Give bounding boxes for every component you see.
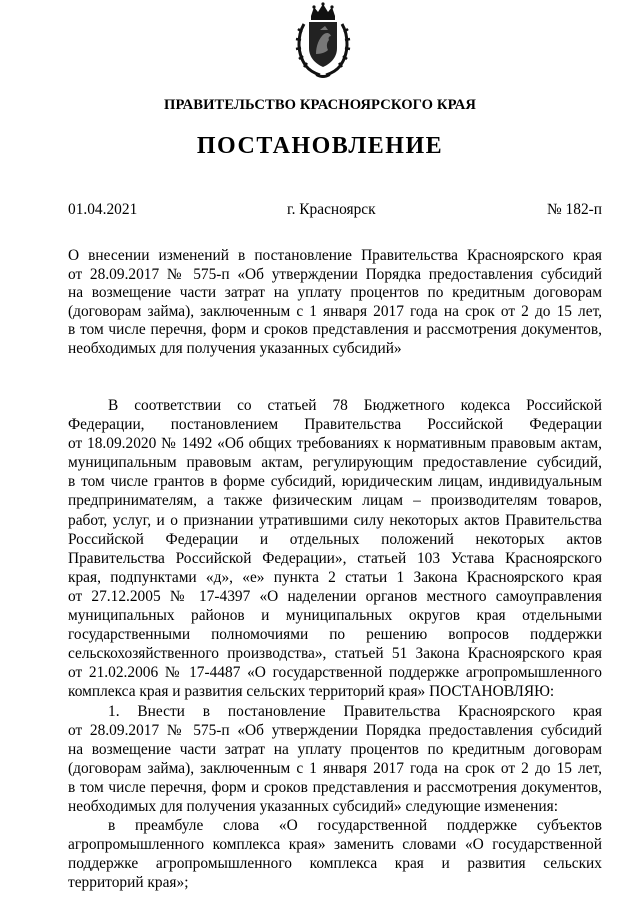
body-line: на возмещение части затрат на уплату процентов по кредитным договорам <box>68 740 602 758</box>
subject-line: на возмещение части затрат на уплату процентов по кредитным договорам <box>68 284 602 302</box>
body-line: муниципальных районов и муниципальных округов края отдельными <box>68 607 602 625</box>
body-line: от 27.12.2005 № 17-4397 «О наделении органов местного самоуправления <box>68 587 602 605</box>
subject-line: необходимых для получения указанных субсидий» <box>68 339 402 357</box>
body-line: Правительства Российской Федерации», статьей 103 Устава Красноярского <box>68 549 602 567</box>
document-type-title: ПОСТАНОВЛЕНИЕ <box>196 133 444 159</box>
document-number: № 182-п <box>547 201 602 218</box>
body-line: поддержке агропромышленного комплекса края и развития сельских <box>68 855 602 873</box>
body-line: муниципальным правовым актам, регулирующим предоставление субсидий, <box>68 454 602 472</box>
body-line: государственными полномочиями по решению вопросов поддержки <box>68 626 602 644</box>
government-title: ПРАВИТЕЛЬСТВО КРАСНОЯРСКОГО КРАЯ <box>164 97 476 113</box>
body-line: агропромышленного комплекса края» заменить словами «О государственной <box>68 836 602 854</box>
body-line: необходимых для получения указанных субсидий» следующие изменения: <box>68 797 558 815</box>
body-line: предпринимателям, а также физическим лицам – производителям товаров, <box>68 492 602 510</box>
document-city: г. Красноярск <box>287 201 376 218</box>
body-line: в том числе грантов в форме субсидий, юридическим лицам, индивидуальным <box>68 473 602 491</box>
subject-line: в том числе перечня, форм и сроков представления и рассмотрения документов, <box>68 321 602 339</box>
body-line: Российской Федерации и отдельных положений некоторых актов <box>68 530 602 548</box>
document-meta-row <box>68 201 602 221</box>
body-line: работ, услуг, и о признании утратившими силу некоторых актов Правительства <box>68 511 602 529</box>
body-line: края, подпунктами «д», «е» пункта 2 статьи 1 Закона Красноярского края <box>68 568 602 586</box>
body-line: Федерации, постановлением Правительства Российской Федерации <box>68 416 602 434</box>
subject-line: от 28.09.2017 № 575-п «Об утверждении Порядка предоставления субсидий <box>68 265 602 283</box>
body-line: от 28.09.2017 № 575-п «Об утверждении Порядка предоставления субсидий <box>68 721 602 739</box>
body-line: от 21.02.2006 № 17-4487 «О государственной поддержке агропромышленного <box>68 664 602 682</box>
body-line: территорий края»; <box>68 874 189 892</box>
coat-of-arms-icon <box>294 2 352 78</box>
body-line: в преамбуле слова «О государственной поддержке субъектов <box>108 817 602 835</box>
body-line: от 18.09.2020 № 1492 «Об общих требованиях к нормативным правовым актам, <box>68 435 602 453</box>
document-subject <box>68 247 602 359</box>
document-date: 01.04.2021 <box>68 201 138 218</box>
body-line: в том числе перечня, форм и сроков представления и рассмотрения документов, <box>68 778 602 796</box>
body-line: комплекса края и развития сельских территорий края» ПОСТАНОВЛЯЮ: <box>68 683 555 701</box>
subject-line: О внесении изменений в постановление Правительства Красноярского края <box>68 247 602 264</box>
document-body <box>68 396 602 892</box>
body-line: сельскохозяйственного производства», статьей 51 Закона Красноярского края <box>68 645 602 663</box>
subject-line: (договорам займа), заключенным с 1 января 2017 года на срок от 2 до 15 лет, <box>68 302 602 320</box>
body-line: В соответствии со статьей 78 Бюджетного кодекса Российской <box>108 397 602 414</box>
body-line: (договорам займа), заключенным с 1 января 2017 года на срок от 2 до 15 лет, <box>68 759 602 777</box>
body-line: 1. Внести в постановление Правительства Красноярского края <box>108 702 602 720</box>
